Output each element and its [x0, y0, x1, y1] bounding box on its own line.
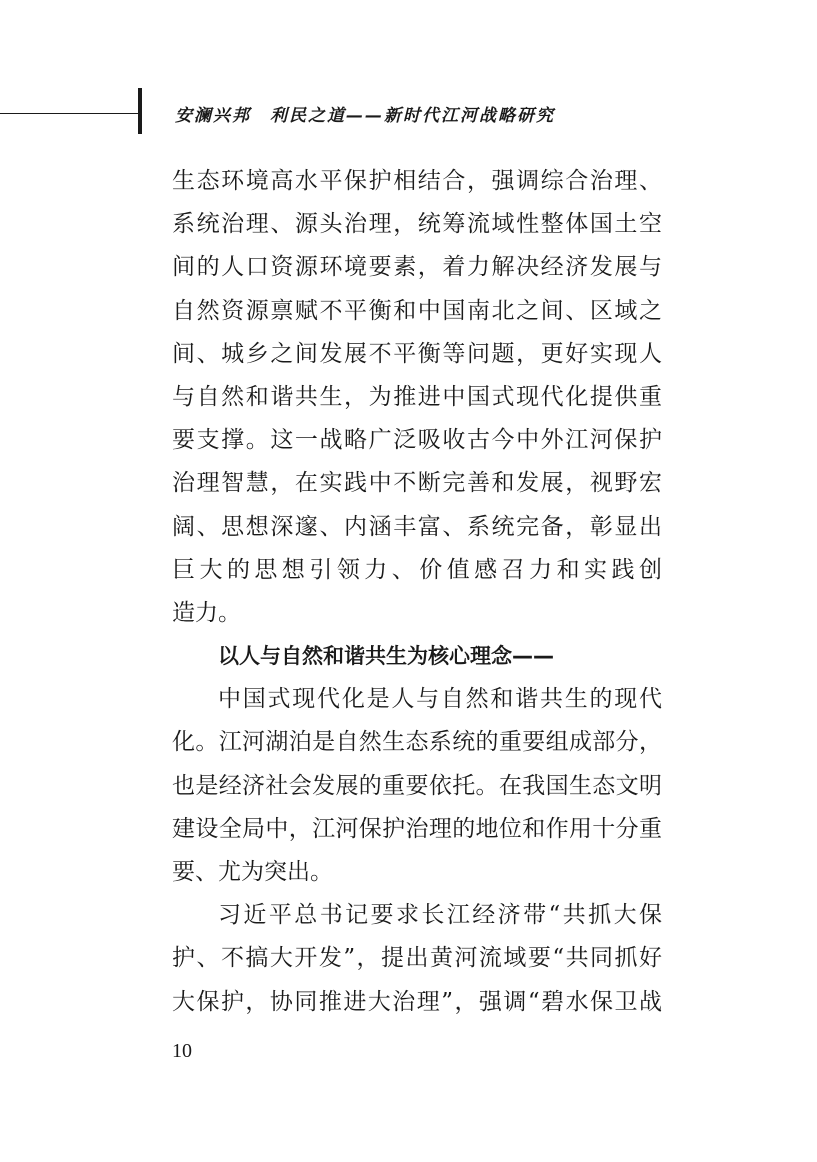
text-line: 间的人口资源环境要素，着力解决经济发展与	[172, 254, 662, 281]
text-line: 大保护，协同推进大治理”，强调“碧水保卫战	[172, 988, 662, 1015]
text-line: 要、尤为突出。	[172, 859, 333, 885]
text-line: 中国式现代化是人与自然和谐共生的现代	[218, 686, 662, 713]
text-line: 也是经济社会发展的重要依托。在我国生态文明	[172, 772, 662, 799]
text-line: 自然资源禀赋不平衡和中国南北之间、区域之	[172, 297, 662, 324]
header-bar	[138, 88, 142, 134]
text-line: 化。江河湖泊是自然生态系统的重要组成部分，	[172, 729, 662, 756]
text-line: 生态环境高水平保护相结合，强调综合治理、	[172, 168, 662, 194]
running-head: 安澜兴邦 利民之道——新时代江河战略研究	[175, 106, 555, 126]
body-text	[172, 160, 662, 1024]
text-line: 建设全局中，江河保护治理的地位和作用十分重	[172, 815, 662, 842]
text-line: 要支撑。这一战略广泛吸收古今中外江河保护	[172, 427, 662, 454]
text-line: 习近平总书记要求长江经济带“共抓大保	[218, 902, 662, 929]
text-line: 系统治理、源头治理，统筹流域性整体国土空	[172, 211, 662, 238]
text-line: 治理智慧，在实践中不断完善和发展，视野宏	[172, 470, 662, 497]
text-line: 间、城乡之间发展不平衡等问题，更好实现人	[172, 340, 662, 367]
text-line: 阔、思想深邃、内涵丰富、系统完备，彰显出	[172, 513, 662, 540]
text-line: 造力。	[172, 599, 241, 626]
text-line: 护、不搞大开发”，提出黄河流域要“共同抓好	[172, 945, 662, 972]
header-rule	[0, 113, 140, 114]
text-line: 巨大的思想引领力、价值感召力和实践创	[172, 556, 662, 583]
section-heading: 以人与自然和谐共生为核心理念——	[218, 644, 554, 669]
text-line: 与自然和谐共生，为推进中国式现代化提供重	[172, 383, 662, 410]
page-number: 10	[172, 1040, 192, 1062]
